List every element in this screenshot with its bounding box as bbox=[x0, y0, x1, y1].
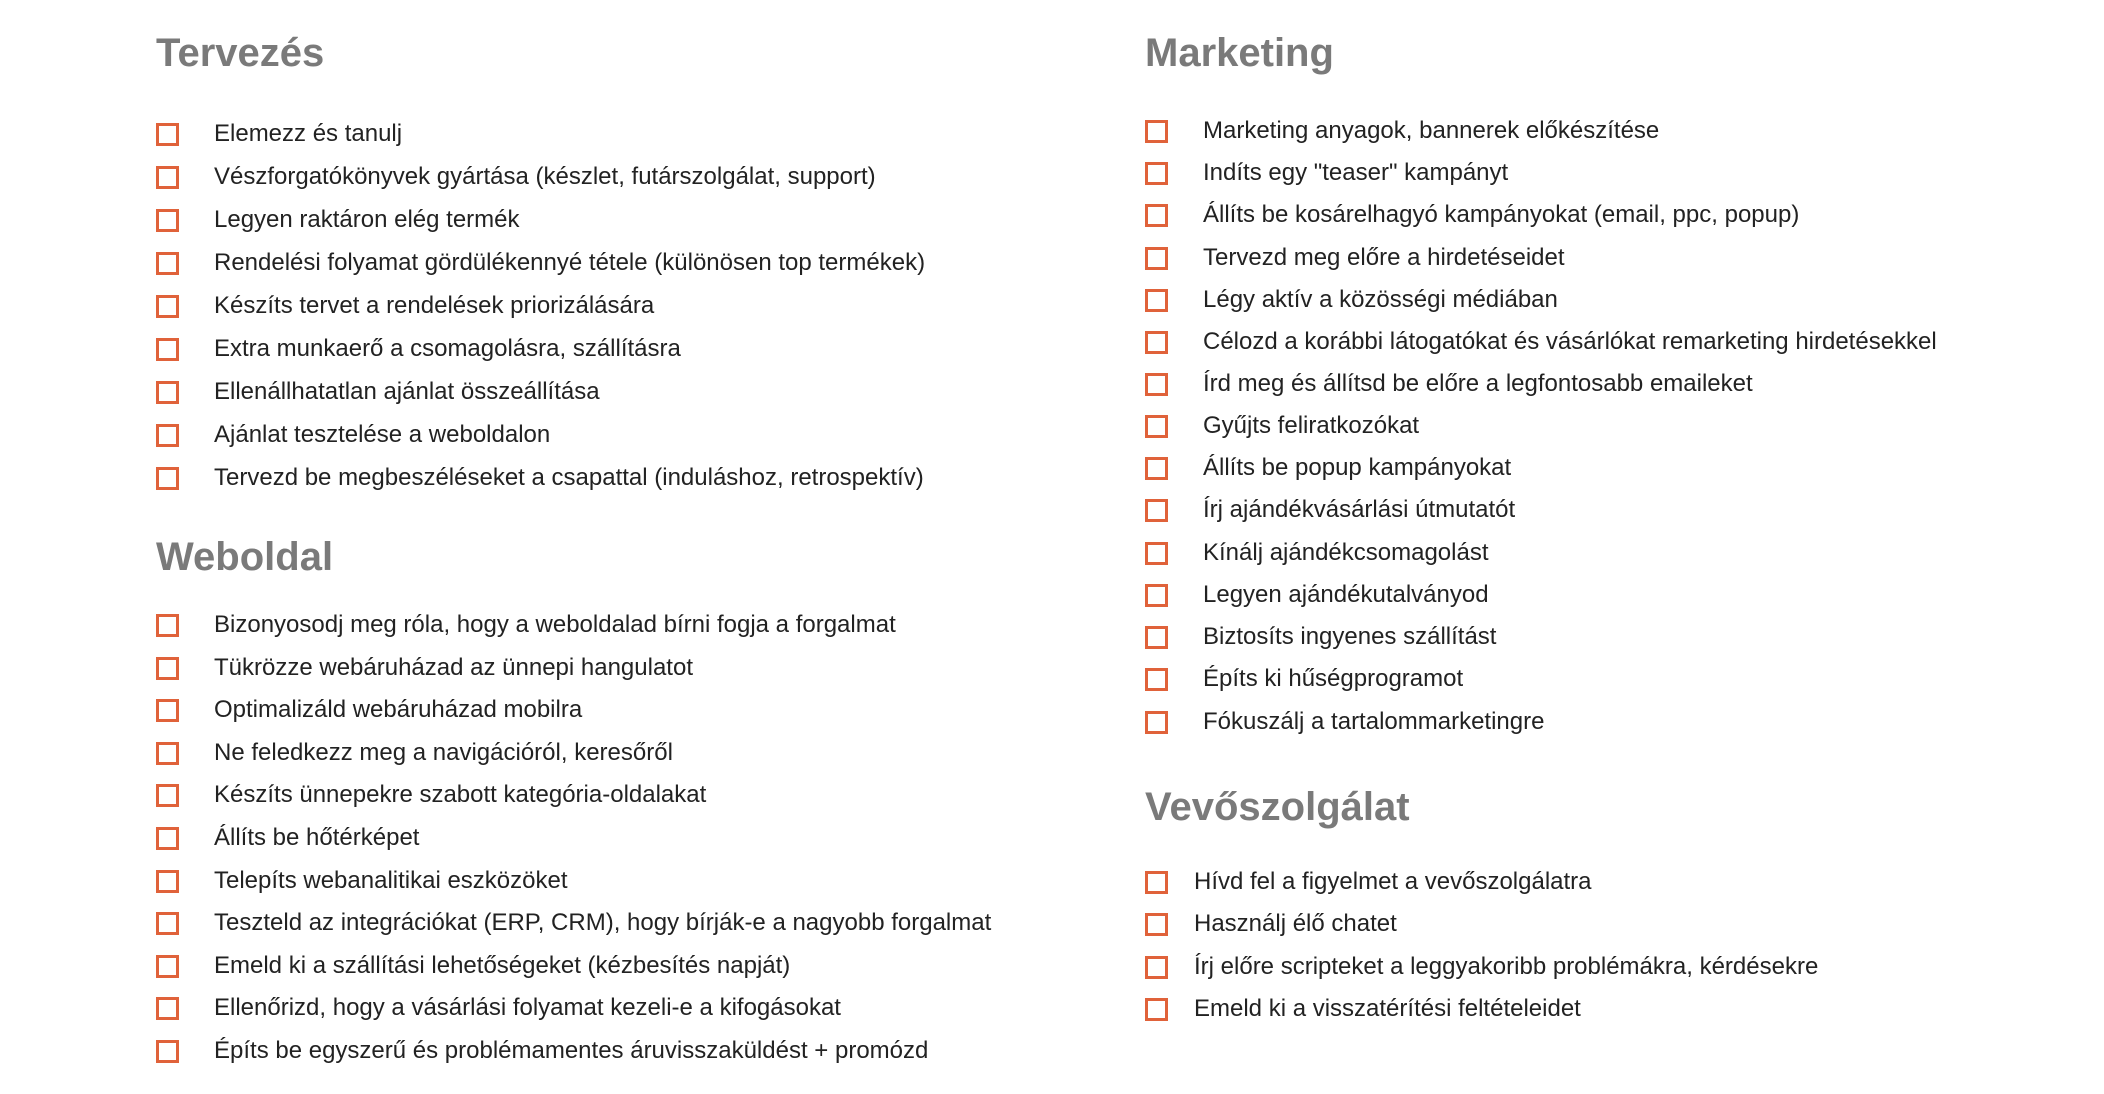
checklist-item-label: Biztosíts ingyenes szállítást bbox=[1203, 623, 1497, 650]
checklist-item[interactable] bbox=[156, 118, 402, 150]
checkbox[interactable] bbox=[156, 467, 179, 490]
checklist-item[interactable] bbox=[156, 204, 520, 236]
checklist-item-label: Írd meg és állítsd be előre a legfontosabb emaileket bbox=[1203, 370, 1753, 397]
checkbox[interactable] bbox=[1145, 913, 1168, 936]
checklist-item[interactable] bbox=[156, 779, 706, 811]
checklist-item[interactable] bbox=[1145, 410, 1419, 442]
checklist-item[interactable] bbox=[156, 376, 600, 408]
checklist-item[interactable] bbox=[1145, 706, 1544, 738]
checklist-item[interactable] bbox=[1145, 951, 1818, 983]
checklist-item[interactable] bbox=[156, 950, 790, 982]
checklist-item-label: Emeld ki a visszatérítési feltételeidet bbox=[1194, 995, 1581, 1022]
checklist-item[interactable] bbox=[156, 462, 924, 494]
checkbox[interactable] bbox=[156, 166, 179, 189]
checkbox[interactable] bbox=[1145, 871, 1168, 894]
checkbox[interactable] bbox=[156, 912, 179, 935]
checklist-item[interactable] bbox=[1145, 326, 1937, 358]
checkbox[interactable] bbox=[156, 784, 179, 807]
checklist-item[interactable] bbox=[156, 992, 841, 1024]
checklist-item[interactable] bbox=[156, 609, 896, 641]
checkbox[interactable] bbox=[1145, 499, 1168, 522]
checklist-item-label: Írj előre scripteket a leggyakoribb problémákra, kérdésekre bbox=[1194, 953, 1819, 980]
checklist-item[interactable] bbox=[1145, 993, 1581, 1025]
checkbox[interactable] bbox=[156, 870, 179, 893]
checklist-item-label: Fókuszálj a tartalommarketingre bbox=[1203, 708, 1545, 735]
checkbox[interactable] bbox=[1145, 120, 1168, 143]
checklist-item[interactable] bbox=[156, 652, 693, 684]
checklist-item-label: Elemezz és tanulj bbox=[214, 120, 403, 147]
checklist-item[interactable] bbox=[1145, 621, 1496, 653]
checkbox[interactable] bbox=[1145, 998, 1168, 1021]
checklist-item[interactable] bbox=[156, 737, 673, 769]
checklist-item-label: Rendelési folyamat gördülékennyé tétele (különösen top termékek) bbox=[214, 249, 926, 276]
checklist-item-label: Ajánlat tesztelése a weboldalon bbox=[214, 421, 551, 448]
checklist-item[interactable] bbox=[156, 419, 550, 451]
checklist-item-label: Tervezd meg előre a hirdetéseidet bbox=[1203, 244, 1565, 271]
checkbox[interactable] bbox=[1145, 457, 1168, 480]
checklist-item-label: Írj ajándékvásárlási útmutatót bbox=[1203, 496, 1516, 523]
checkbox[interactable] bbox=[1145, 584, 1168, 607]
checklist-item-label: Extra munkaerő a csomagolásra, szállításra bbox=[214, 335, 681, 362]
checklist-item-label: Állíts be kosárelhagyó kampányokat (email, ppc, popup) bbox=[1203, 201, 1800, 228]
checklist-item[interactable] bbox=[156, 907, 991, 939]
checklist-item[interactable] bbox=[156, 161, 876, 193]
checklist-item-label: Marketing anyagok, bannerek előkészítése bbox=[1203, 117, 1660, 144]
checkbox[interactable] bbox=[1145, 331, 1168, 354]
checkbox[interactable] bbox=[1145, 289, 1168, 312]
checkbox[interactable] bbox=[156, 123, 179, 146]
checklist-item[interactable] bbox=[1145, 368, 1753, 400]
checkbox[interactable] bbox=[156, 338, 179, 361]
checklist-item-label: Teszteld az integrációkat (ERP, CRM), hogy bírják-e a nagyobb forgalmat bbox=[214, 909, 992, 936]
checkbox[interactable] bbox=[156, 252, 179, 275]
checkbox[interactable] bbox=[156, 1040, 179, 1063]
checklist-item[interactable] bbox=[1145, 579, 1489, 611]
checkbox[interactable] bbox=[1145, 542, 1168, 565]
checklist-item[interactable] bbox=[1145, 537, 1489, 569]
checklist-item[interactable] bbox=[1145, 157, 1508, 189]
checklist-item-label: Bizonyosodj meg róla, hogy a weboldalad bírni fogja a forgalmat bbox=[214, 611, 896, 638]
checklist-item-label: Optimalizáld webáruházad mobilra bbox=[214, 696, 583, 723]
checklist-item[interactable] bbox=[1145, 452, 1511, 484]
checklist-item-label: Légy aktív a közösségi médiában bbox=[1203, 286, 1558, 313]
checkbox[interactable] bbox=[156, 209, 179, 232]
checklist-item-label: Készíts tervet a rendelések priorizálására bbox=[214, 292, 655, 319]
checklist-item[interactable] bbox=[156, 333, 681, 365]
checklist-item[interactable] bbox=[1145, 284, 1558, 316]
section-title-tervezes: Tervezés bbox=[156, 31, 325, 75]
checkbox[interactable] bbox=[156, 955, 179, 978]
checklist-item-label: Építs ki hűségprogramot bbox=[1203, 665, 1464, 692]
checklist-item[interactable] bbox=[1145, 242, 1565, 274]
section-vevoszolgalat bbox=[1145, 783, 2085, 1023]
checklist-item-label: Használj élő chatet bbox=[1194, 910, 1397, 937]
checklist-item-label: Telepíts webanalitikai eszközöket bbox=[214, 867, 568, 894]
checkbox[interactable] bbox=[156, 657, 179, 680]
checklist-item-label: Ellenőrizd, hogy a vásárlási folyamat kezeli-e a kifogásokat bbox=[214, 994, 841, 1021]
checklist-item[interactable] bbox=[1145, 199, 1799, 231]
checklist-item-label: Legyen ajándékutalványod bbox=[1203, 581, 1489, 608]
checkbox[interactable] bbox=[156, 295, 179, 318]
checklist-item-label: Építs be egyszerű és problémamentes áruvisszaküldést + promózd bbox=[214, 1037, 929, 1064]
checklist-item[interactable] bbox=[156, 822, 419, 854]
checkbox[interactable] bbox=[1145, 626, 1168, 649]
checklist-item-label: Emeld ki a szállítási lehetőségeket (kézbesítés napját) bbox=[214, 952, 791, 979]
checklist-item-label: Tervezd be megbeszéléseket a csapattal (induláshoz, retrospektív) bbox=[214, 464, 924, 491]
checklist-item-label: Tükrözze webáruházad az ünnepi hangulatot bbox=[214, 654, 693, 681]
section-title-marketing: Marketing bbox=[1145, 31, 1334, 75]
checklist-item[interactable] bbox=[156, 247, 925, 279]
checklist-item-label: Hívd fel a figyelmet a vevőszolgálatra bbox=[1194, 868, 1592, 895]
checkbox[interactable] bbox=[1145, 247, 1168, 270]
checklist-item-label: Készíts ünnepekre szabott kategória-oldalakat bbox=[214, 781, 707, 808]
section-title-vevoszolgalat: Vevőszolgálat bbox=[1145, 785, 1410, 829]
checkbox[interactable] bbox=[156, 381, 179, 404]
checkbox[interactable] bbox=[156, 742, 179, 765]
checklist-item[interactable] bbox=[1145, 908, 1397, 940]
checkbox[interactable] bbox=[1145, 204, 1168, 227]
checklist-item-label: Állíts be hőtérképet bbox=[214, 824, 420, 851]
checklist-item-label: Legyen raktáron elég termék bbox=[214, 206, 520, 233]
checkbox[interactable] bbox=[1145, 373, 1168, 396]
checkbox[interactable] bbox=[156, 827, 179, 850]
section-weboldal bbox=[156, 533, 1036, 1073]
checklist-item[interactable] bbox=[1145, 663, 1463, 695]
checklist-item[interactable] bbox=[156, 290, 654, 322]
checklist-item-label: Gyűjts feliratkozókat bbox=[1203, 412, 1420, 439]
checkbox[interactable] bbox=[156, 699, 179, 722]
checklist-item-label: Ne feledkezz meg a navigációról, keresőről bbox=[214, 739, 673, 766]
checklist-item-label: Kínálj ajándékcsomagolást bbox=[1203, 539, 1489, 566]
checklist-item[interactable] bbox=[1145, 115, 1659, 147]
checklist-item-label: Célozd a korábbi látogatókat és vásárlókat remarketing hirdetésekkel bbox=[1203, 328, 1937, 355]
checklist-item[interactable] bbox=[1145, 866, 1592, 898]
checkbox[interactable] bbox=[1145, 668, 1168, 691]
checkbox[interactable] bbox=[156, 424, 179, 447]
section-tervezes bbox=[156, 29, 1036, 489]
checkbox[interactable] bbox=[156, 997, 179, 1020]
checklist-item-label: Indíts egy "teaser" kampányt bbox=[1203, 159, 1509, 186]
checklist-item[interactable] bbox=[156, 694, 582, 726]
checkbox[interactable] bbox=[1145, 711, 1168, 734]
checklist-item-label: Ellenállhatatlan ajánlat összeállítása bbox=[214, 378, 600, 405]
checkbox[interactable] bbox=[1145, 956, 1168, 979]
checklist-item-label: Állíts be popup kampányokat bbox=[1203, 454, 1512, 481]
checklist-item[interactable] bbox=[1145, 494, 1515, 526]
checklist-item-label: Vészforgatókönyvek gyártása (készlet, futárszolgálat, support) bbox=[214, 163, 876, 190]
checklist-item[interactable] bbox=[156, 865, 568, 897]
checkbox[interactable] bbox=[156, 614, 179, 637]
checklist-item[interactable] bbox=[156, 1035, 928, 1067]
section-title-weboldal: Weboldal bbox=[156, 535, 334, 579]
checkbox[interactable] bbox=[1145, 162, 1168, 185]
checkbox[interactable] bbox=[1145, 415, 1168, 438]
section-marketing bbox=[1145, 29, 2085, 735]
